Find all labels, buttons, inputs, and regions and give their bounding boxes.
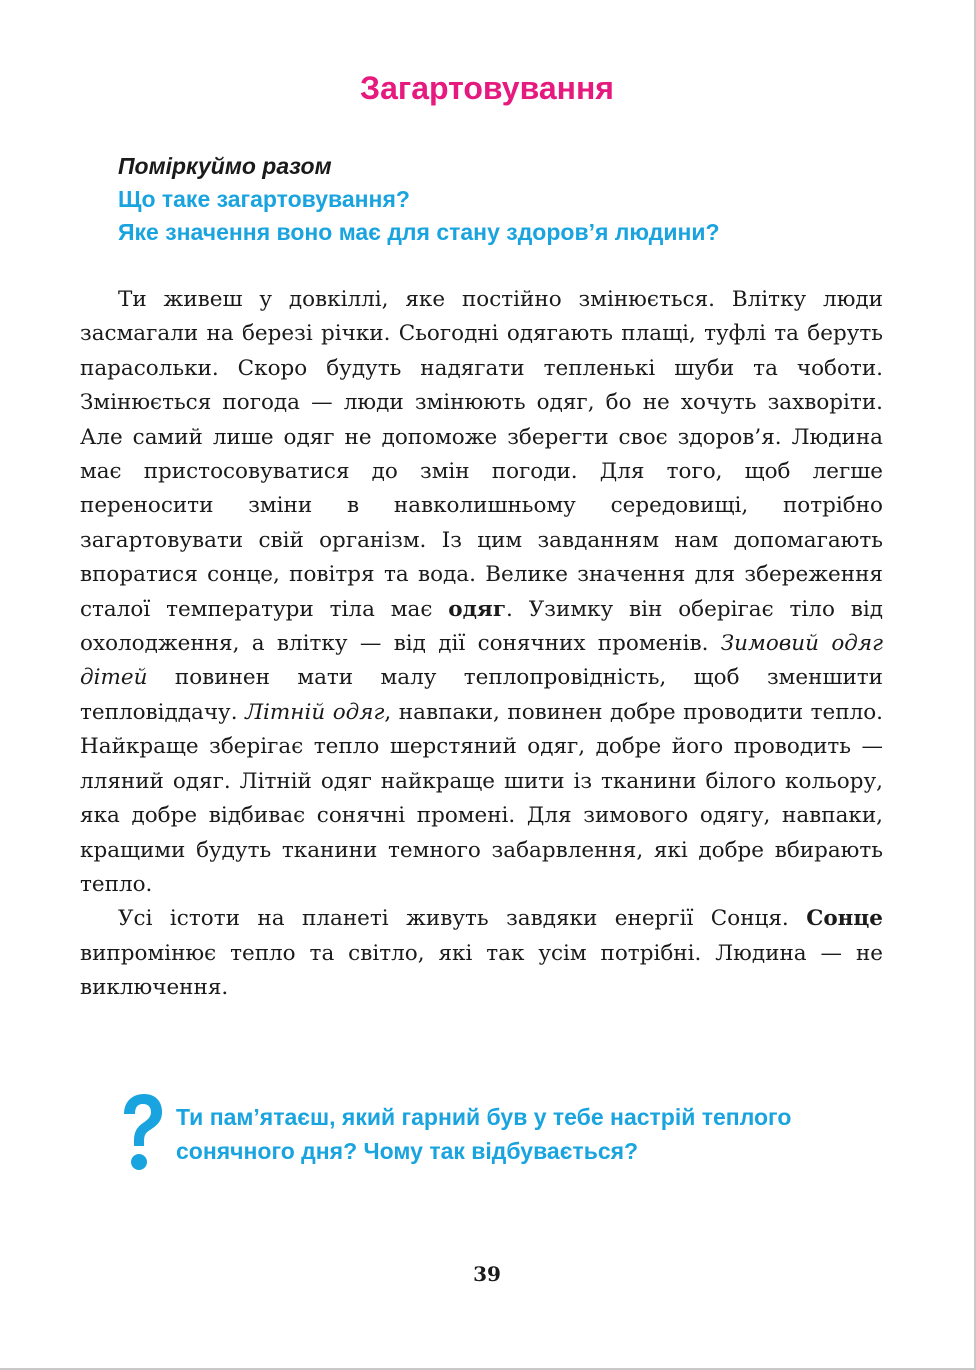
paragraph-1 bbox=[80, 283, 883, 902]
text-span: , навпаки, повинен добре проводити тепло. Найкраще зберігає тепло шерстяний одяг, добре його проводить — лляний одяг. Літній одяг найкраще шити із тканини білого кольору, яка добре відбиває сонячні промені. Для зимового одягу, навпаки, кращими будуть тканини темного забарвлення, які добре вбирають тепло. bbox=[80, 699, 883, 897]
text-span: . Узимку він оберігає тіло від охолодження, а влітку — від дії сонячних променів. bbox=[80, 596, 883, 657]
bold-term-clothing: одяг bbox=[448, 596, 506, 622]
page-number: 39 bbox=[473, 1262, 501, 1286]
question-text: Ти пам’ятаєш, який гарний був у тебе настрій теплого сонячного дня? Чому так відбувається? bbox=[176, 1104, 792, 1164]
discussion-question-1: Що таке загартовування? bbox=[118, 186, 410, 212]
italic-term-winter-clothing: Зимовий одяг дітей bbox=[80, 631, 883, 691]
italic-term-summer-clothing: Літній одяг bbox=[245, 699, 385, 725]
bold-term-sun: Сонце bbox=[806, 906, 883, 932]
question-mark-icon bbox=[118, 1092, 166, 1176]
text-span: Ти живеш у довкіллі, яке постійно змінюється. Влітку люди засмагали на березі річки. Сьогодні одягають плащі, туфлі та беруть парасольки. Скоро будуть надягати тепленькі шуби та чоботи. Змінюється погода — люди змінюють одяг, бо не хочуть захворіти. Але самий лише одяг не допоможе зберегти своє здоров’я. Людина має пристосовуватися до змін погоди. Для того, щоб легше переносити зміни в навколишньому середовищі, потрібно загартовувати свій організм. Із цим завданням нам допомагають впоратися сонце, повітря та вода. Велике значення для збереження сталої температури тіла має bbox=[80, 287, 883, 622]
page-title: Загартовування bbox=[360, 70, 614, 106]
text-span: Усі істоти на планеті живуть завдяки енергії Сонця. bbox=[118, 906, 807, 932]
text-span: випромінює тепло та світло, які так усім потрібні. Людина — не виключення. bbox=[80, 940, 883, 1001]
think-together-block bbox=[118, 150, 898, 249]
main-text bbox=[80, 283, 883, 1006]
discussion-question-2: Яке значення воно має для стану здоров’я людини? bbox=[118, 219, 720, 245]
text-span: повинен мати малу теплопровідність, щоб зменшити тепловіддачу. bbox=[80, 665, 883, 725]
question-block bbox=[118, 1092, 898, 1182]
think-together-heading: Поміркуймо разом bbox=[118, 153, 332, 179]
paragraph-2 bbox=[80, 902, 883, 1005]
